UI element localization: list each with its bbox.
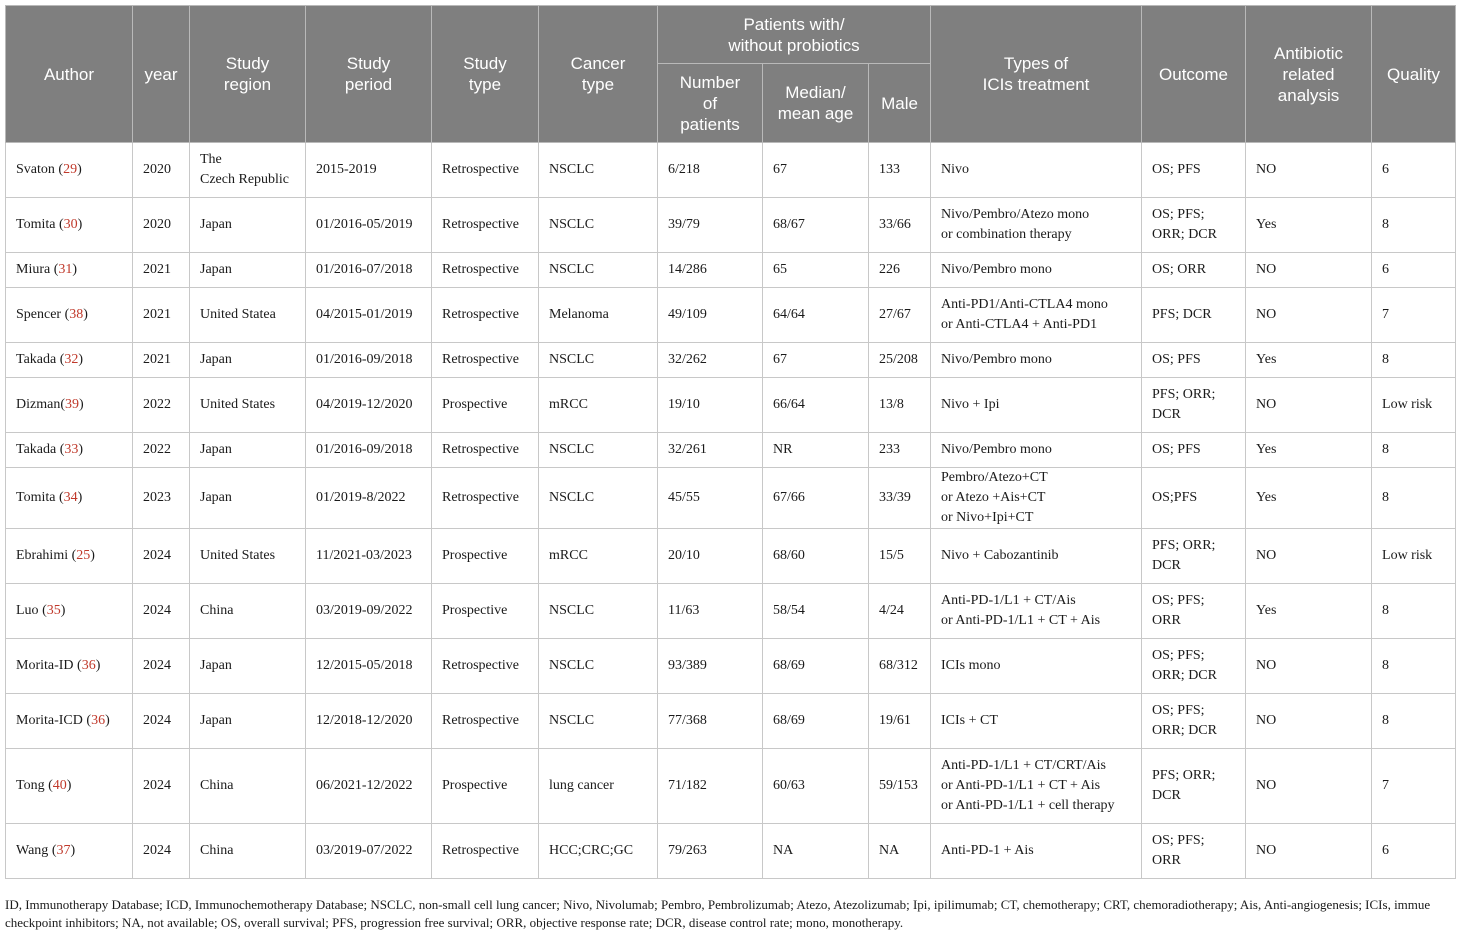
cell-period: 11/2021-03/2023 (306, 529, 432, 584)
cell-age: 67 (763, 143, 869, 198)
cell-period: 04/2019-12/2020 (306, 378, 432, 433)
cell-period: 01/2016-09/2018 (306, 343, 432, 378)
cell-author: Miura (31) (6, 253, 133, 288)
header-year: year (133, 6, 190, 143)
cell-number: 32/262 (658, 343, 763, 378)
author-name: Spencer (16, 307, 62, 322)
header-median-age: Median/ mean age (763, 64, 869, 143)
cell-ici: ICIs mono (931, 639, 1142, 694)
table-body (6, 143, 1456, 879)
cell-region: Japan (190, 433, 306, 468)
cell-antibiotic: NO (1246, 253, 1372, 288)
cell-antibiotic: NO (1246, 288, 1372, 343)
cell-quality: 7 (1372, 749, 1456, 824)
cell-year: 2022 (133, 378, 190, 433)
table-row (6, 253, 1456, 288)
cell-male: NA (869, 824, 931, 879)
author-name: Morita-ICD (16, 713, 83, 728)
author-name: Luo (16, 603, 39, 618)
cell-age: 68/69 (763, 639, 869, 694)
cell-outcome: OS; PFS; ORR; DCR (1142, 198, 1246, 253)
author-separator (45, 778, 49, 793)
cell-number: 49/109 (658, 288, 763, 343)
cell-cancer: NSCLC (539, 468, 658, 529)
cell-year: 2024 (133, 584, 190, 639)
cell-year: 2022 (133, 433, 190, 468)
cell-male: 25/208 (869, 343, 931, 378)
cell-year: 2021 (133, 253, 190, 288)
cell-region: Japan (190, 468, 306, 529)
cell-author: Takada (32) (6, 343, 133, 378)
cell-age: 68/69 (763, 694, 869, 749)
cell-year: 2021 (133, 343, 190, 378)
cell-number: 93/389 (658, 639, 763, 694)
cell-male: 68/312 (869, 639, 931, 694)
cell-author: Ebrahimi (25) (6, 529, 133, 584)
cell-author: Svaton (29) (6, 143, 133, 198)
cell-ici: Nivo + Ipi (931, 378, 1142, 433)
cell-ici: Anti-PD-1/L1 + CT/CRT/Ais or Anti-PD-1/L1 + CT + Ais or Anti-PD-1/L1 + cell therapy (931, 749, 1142, 824)
header-quality: Quality (1372, 6, 1456, 143)
cell-quality: Low risk (1372, 529, 1456, 584)
cell-author: Takada (33) (6, 433, 133, 468)
cell-cancer: lung cancer (539, 749, 658, 824)
cell-type: Retrospective (432, 253, 539, 288)
cell-region: China (190, 824, 306, 879)
cell-cancer: NSCLC (539, 343, 658, 378)
cell-number: 11/63 (658, 584, 763, 639)
cell-ici: Nivo (931, 143, 1142, 198)
cell-age: 60/63 (763, 749, 869, 824)
author-name: Svaton (16, 162, 55, 177)
cell-antibiotic: NO (1246, 749, 1372, 824)
cell-male: 4/24 (869, 584, 931, 639)
cell-quality: Low risk (1372, 378, 1456, 433)
author-name: Tomita (16, 217, 56, 232)
author-name: Takada (16, 442, 57, 457)
cell-region: Japan (190, 694, 306, 749)
author-separator (55, 490, 59, 505)
cell-outcome: OS; PFS (1142, 143, 1246, 198)
cell-author: Wang (37) (6, 824, 133, 879)
cell-type: Retrospective (432, 694, 539, 749)
cell-male: 19/61 (869, 694, 931, 749)
header-ici-treatment: Types of ICIs treatment (931, 6, 1142, 143)
cell-period: 04/2015-01/2019 (306, 288, 432, 343)
table-row (6, 198, 1456, 253)
author-name: Dizman (16, 397, 61, 412)
cell-male: 233 (869, 433, 931, 468)
table-row (6, 378, 1456, 433)
header-author: Author (6, 6, 133, 143)
reference-link[interactable]: 32 (64, 352, 79, 367)
cell-ici: Anti-PD1/Anti-CTLA4 mono or Anti-CTLA4 + Anti-PD1 (931, 288, 1142, 343)
header-study-type: Study type (432, 6, 539, 143)
cell-outcome: OS; PFS (1142, 343, 1246, 378)
cell-ici: Nivo/Pembro mono (931, 433, 1142, 468)
cell-outcome: OS;PFS (1142, 468, 1246, 529)
cell-author: Luo (35) (6, 584, 133, 639)
cell-year: 2024 (133, 749, 190, 824)
cell-year: 2024 (133, 639, 190, 694)
cell-quality: 6 (1372, 824, 1456, 879)
cell-region: United States (190, 529, 306, 584)
cell-author: Tong (40) (6, 749, 133, 824)
cell-year: 2024 (133, 694, 190, 749)
cell-region: Japan (190, 198, 306, 253)
cell-type: Retrospective (432, 288, 539, 343)
cell-male: 133 (869, 143, 931, 198)
reference-link[interactable]: 31 (58, 262, 73, 277)
cell-period: 2015-2019 (306, 143, 432, 198)
header-cancer-type: Cancer type (539, 6, 658, 143)
cell-quality: 6 (1372, 143, 1456, 198)
author-name: Tong (16, 778, 45, 793)
cell-age: 66/64 (763, 378, 869, 433)
cell-author: Dizman(39) (6, 378, 133, 433)
reference-link[interactable]: 30 (63, 217, 78, 232)
cell-age: 67 (763, 343, 869, 378)
cell-year: 2024 (133, 529, 190, 584)
cell-period: 12/2018-12/2020 (306, 694, 432, 749)
table-row (6, 143, 1456, 198)
author-separator (61, 307, 65, 322)
author-separator (83, 713, 87, 728)
cell-ici: Nivo + Cabozantinib (931, 529, 1142, 584)
cell-outcome: OS; PFS (1142, 433, 1246, 468)
cell-cancer: NSCLC (539, 253, 658, 288)
cell-cancer: NSCLC (539, 143, 658, 198)
table-row (6, 824, 1456, 879)
cell-region: United States (190, 378, 306, 433)
header-study-region: Study region (190, 6, 306, 143)
cell-author: Morita-ID (36) (6, 639, 133, 694)
cell-antibiotic: NO (1246, 378, 1372, 433)
cell-cancer: Melanoma (539, 288, 658, 343)
cell-male: 33/39 (869, 468, 931, 529)
cell-type: Retrospective (432, 639, 539, 694)
cell-outcome: OS; PFS; ORR; DCR (1142, 639, 1246, 694)
header-number-of-patients: Number of patients (658, 64, 763, 143)
cell-antibiotic: NO (1246, 639, 1372, 694)
author-name: Ebrahimi (16, 548, 69, 563)
cell-cancer: NSCLC (539, 694, 658, 749)
table-row (6, 639, 1456, 694)
reference-link[interactable]: 39 (65, 397, 79, 412)
cell-male: 226 (869, 253, 931, 288)
cell-cancer: mRCC (539, 378, 658, 433)
cell-year: 2020 (133, 143, 190, 198)
cell-number: 45/55 (658, 468, 763, 529)
reference-link[interactable]: 34 (63, 490, 78, 505)
cell-age: 58/54 (763, 584, 869, 639)
cell-male: 33/66 (869, 198, 931, 253)
author-name: Miura (16, 262, 51, 277)
author-name: Takada (16, 352, 57, 367)
cell-author: Tomita (34) (6, 468, 133, 529)
author-separator (74, 658, 78, 673)
cell-age: 68/67 (763, 198, 869, 253)
cell-outcome: PFS; ORR; DCR (1142, 529, 1246, 584)
cell-year: 2021 (133, 288, 190, 343)
cell-outcome: PFS; ORR; DCR (1142, 749, 1246, 824)
author-name: Morita-ID (16, 658, 74, 673)
cell-period: 03/2019-09/2022 (306, 584, 432, 639)
reference-link[interactable]: 36 (81, 658, 96, 673)
reference-link[interactable]: 40 (52, 778, 67, 793)
author-name: Tomita (16, 490, 56, 505)
cell-number: 14/286 (658, 253, 763, 288)
reference-link[interactable]: 37 (56, 843, 71, 858)
cell-number: 39/79 (658, 198, 763, 253)
cell-quality: 7 (1372, 288, 1456, 343)
cell-outcome: PFS; ORR; DCR (1142, 378, 1246, 433)
reference-link[interactable]: 25 (76, 548, 91, 563)
cell-period: 01/2016-05/2019 (306, 198, 432, 253)
cell-type: Prospective (432, 584, 539, 639)
cell-number: 19/10 (658, 378, 763, 433)
cell-male: 13/8 (869, 378, 931, 433)
table-row (6, 468, 1456, 529)
author-separator (68, 548, 72, 563)
author-separator (39, 603, 43, 618)
cell-number: 6/218 (658, 143, 763, 198)
cell-region: United Statea (190, 288, 306, 343)
table-row (6, 694, 1456, 749)
cell-type: Retrospective (432, 343, 539, 378)
cell-outcome: OS; ORR (1142, 253, 1246, 288)
cell-region: The Czech Republic (190, 143, 306, 198)
reference-link[interactable]: 33 (64, 442, 79, 457)
cell-quality: 8 (1372, 468, 1456, 529)
cell-antibiotic: Yes (1246, 198, 1372, 253)
cell-number: 79/263 (658, 824, 763, 879)
cell-quality: 8 (1372, 198, 1456, 253)
cell-antibiotic: NO (1246, 824, 1372, 879)
author-separator (56, 442, 60, 457)
cell-quality: 6 (1372, 253, 1456, 288)
header-antibiotic-analysis: Antibiotic related analysis (1246, 6, 1372, 143)
author-separator (55, 217, 59, 232)
cell-age: 65 (763, 253, 869, 288)
cell-ici: Anti-PD-1/L1 + CT/Ais or Anti-PD-1/L1 + CT + Ais (931, 584, 1142, 639)
reference-link[interactable]: 29 (63, 162, 78, 177)
cell-year: 2020 (133, 198, 190, 253)
cell-quality: 8 (1372, 433, 1456, 468)
author-separator (50, 262, 54, 277)
reference-link[interactable]: 38 (69, 307, 84, 322)
cell-type: Prospective (432, 378, 539, 433)
cell-age: 67/66 (763, 468, 869, 529)
cell-author: Tomita (30) (6, 198, 133, 253)
cell-region: Japan (190, 639, 306, 694)
cell-antibiotic: Yes (1246, 468, 1372, 529)
cell-outcome: OS; PFS; ORR; DCR (1142, 694, 1246, 749)
cell-outcome: PFS; DCR (1142, 288, 1246, 343)
header-outcome: Outcome (1142, 6, 1246, 143)
cell-cancer: NSCLC (539, 433, 658, 468)
table-row (6, 288, 1456, 343)
cell-cancer: NSCLC (539, 584, 658, 639)
cell-antibiotic: Yes (1246, 433, 1372, 468)
reference-link[interactable]: 36 (91, 713, 106, 728)
cell-type: Retrospective (432, 143, 539, 198)
cell-number: 20/10 (658, 529, 763, 584)
cell-number: 71/182 (658, 749, 763, 824)
cell-period: 06/2021-12/2022 (306, 749, 432, 824)
cell-type: Retrospective (432, 468, 539, 529)
author-separator (55, 162, 59, 177)
cell-outcome: OS; PFS; ORR (1142, 824, 1246, 879)
cell-type: Retrospective (432, 198, 539, 253)
cell-antibiotic: Yes (1246, 343, 1372, 378)
cell-cancer: NSCLC (539, 639, 658, 694)
header-male: Male (869, 64, 931, 143)
reference-link[interactable]: 35 (46, 603, 61, 618)
author-separator (56, 352, 60, 367)
cell-period: 01/2019-8/2022 (306, 468, 432, 529)
cell-type: Retrospective (432, 433, 539, 468)
cell-year: 2024 (133, 824, 190, 879)
cell-ici: Nivo/Pembro mono (931, 343, 1142, 378)
cell-cancer: HCC;CRC;GC (539, 824, 658, 879)
cell-cancer: mRCC (539, 529, 658, 584)
cell-age: 68/60 (763, 529, 869, 584)
cell-antibiotic: NO (1246, 529, 1372, 584)
author-separator (48, 843, 52, 858)
cell-type: Prospective (432, 529, 539, 584)
study-characteristics-table (5, 5, 1456, 879)
cell-type: Prospective (432, 749, 539, 824)
cell-period: 03/2019-07/2022 (306, 824, 432, 879)
cell-age: NA (763, 824, 869, 879)
cell-region: China (190, 749, 306, 824)
cell-region: China (190, 584, 306, 639)
cell-ici: Pembro/Atezo+CT or Atezo +Ais+CT or Nivo+Ipi+CT (931, 468, 1142, 529)
header-study-period: Study period (306, 6, 432, 143)
cell-number: 32/261 (658, 433, 763, 468)
cell-cancer: NSCLC (539, 198, 658, 253)
cell-antibiotic: NO (1246, 143, 1372, 198)
cell-quality: 8 (1372, 694, 1456, 749)
cell-antibiotic: NO (1246, 694, 1372, 749)
table-row (6, 529, 1456, 584)
cell-age: 64/64 (763, 288, 869, 343)
cell-period: 01/2016-09/2018 (306, 433, 432, 468)
table-row (6, 749, 1456, 824)
cell-antibiotic: Yes (1246, 584, 1372, 639)
cell-author: Spencer (38) (6, 288, 133, 343)
cell-region: Japan (190, 343, 306, 378)
cell-period: 01/2016-07/2018 (306, 253, 432, 288)
cell-year: 2023 (133, 468, 190, 529)
cell-ici: Anti-PD-1 + Ais (931, 824, 1142, 879)
cell-period: 12/2015-05/2018 (306, 639, 432, 694)
cell-number: 77/368 (658, 694, 763, 749)
author-name: Wang (16, 843, 49, 858)
cell-ici: ICIs + CT (931, 694, 1142, 749)
table-row (6, 433, 1456, 468)
cell-author: Morita-ICD (36) (6, 694, 133, 749)
cell-quality: 8 (1372, 639, 1456, 694)
cell-ici: Nivo/Pembro/Atezo mono or combination therapy (931, 198, 1142, 253)
cell-region: Japan (190, 253, 306, 288)
cell-male: 27/67 (869, 288, 931, 343)
cell-male: 15/5 (869, 529, 931, 584)
study-table-container (5, 5, 1455, 879)
cell-age: NR (763, 433, 869, 468)
header-patients-group: Patients with/ without probiotics (658, 6, 931, 64)
cell-ici: Nivo/Pembro mono (931, 253, 1142, 288)
table-row (6, 343, 1456, 378)
table-footnote: ID, Immunotherapy Database; ICD, Immunochemotherapy Database; NSCLC, non-small cell lung cancer; Nivo, Nivolumab; Pembro, Pembrolizumab; Atezo, Atezolizumab; Ipi, ipilimumab; CT, chemotherapy; CRT, chemoradiotherapy; Ais, Anti-angiogenesis; ICIs, immue checkpoint inhibitors; NA, not available; OS, overall survival; PFS, progression free survival; ORR, objective response rate; DCR, disease control rate; mono, monotherapy. (5, 897, 1431, 930)
cell-male: 59/153 (869, 749, 931, 824)
cell-quality: 8 (1372, 343, 1456, 378)
cell-quality: 8 (1372, 584, 1456, 639)
table-row (6, 584, 1456, 639)
cell-outcome: OS; PFS; ORR (1142, 584, 1246, 639)
table-header (6, 6, 1456, 143)
cell-type: Retrospective (432, 824, 539, 879)
